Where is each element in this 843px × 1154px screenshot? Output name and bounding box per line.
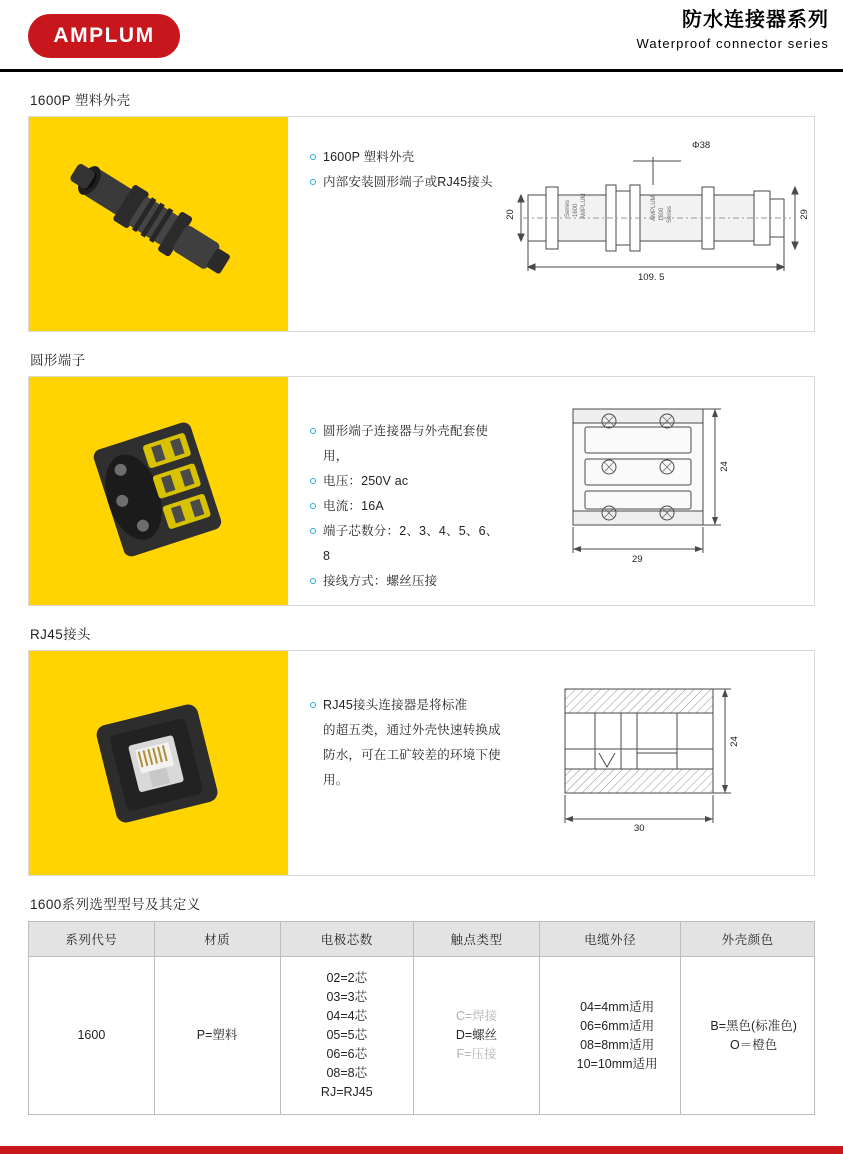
panel-body-1600p — [288, 117, 833, 331]
page-header — [0, 0, 843, 72]
svg-text:Series: Series — [667, 205, 673, 223]
cell-material: P=塑料 — [154, 957, 280, 1115]
cell-line: 08=8芯 — [326, 1066, 368, 1080]
list-item: 端子芯数分：2、3、4、5、6、8 — [310, 519, 503, 569]
product-photo-round-terminal — [29, 377, 288, 605]
svg-text:Series: Series — [565, 199, 571, 217]
dimension-left-height: 20 — [504, 209, 516, 220]
section-title-round-terminal: 圆形端子 — [30, 353, 86, 368]
column-header-contact: 触点类型 — [414, 922, 540, 957]
column-header-cores: 电极芯数 — [280, 922, 414, 957]
cell-line: 06=6芯 — [326, 1047, 368, 1061]
column-header-cable: 电缆外径 — [539, 922, 680, 957]
dimension-width: 29 — [632, 554, 643, 565]
column-header-material: 材质 — [154, 922, 280, 957]
panel-1600p — [28, 116, 815, 332]
technical-drawing-1600p — [503, 117, 833, 331]
rj45-photo-illustration — [29, 651, 288, 875]
list-item: 电压：250V ac — [310, 469, 503, 494]
list-item: 圆形端子连接器与外壳配套使用， — [310, 419, 503, 469]
cell-line: 08=8mm适用 — [580, 1037, 655, 1052]
table-row — [29, 957, 815, 1115]
brand-logo-text: AMPLUM — [53, 24, 155, 47]
product-photo-rj45 — [29, 651, 288, 875]
drawing-svg-round-terminal — [503, 377, 833, 605]
dimension-right-height: 29 — [798, 209, 810, 220]
list-item: 防水，可在工矿较差的环境下使用。 — [323, 748, 501, 787]
bullet-list-rj45 — [288, 651, 503, 875]
list-item: 1600P 塑料外壳 — [310, 145, 503, 170]
dimension-diameter: Φ38 — [692, 140, 711, 151]
list-item: RJ45接头连接器是将标准 — [310, 693, 503, 718]
bullet-list-round-terminal — [288, 377, 503, 605]
cell-contact — [414, 957, 540, 1115]
dimension-length: 109. 5 — [638, 272, 665, 283]
round-terminal-photo-illustration — [29, 377, 288, 605]
cell-color — [681, 957, 815, 1115]
page-title-cn: 防水连接器系列 — [682, 9, 829, 31]
cell-line: 02=2芯 — [326, 971, 368, 985]
dimension-height: 24 — [728, 736, 740, 747]
page-title-en: Waterproof connector series — [636, 36, 829, 51]
section-1600p — [28, 89, 815, 332]
cell-line: F=压接 — [456, 1047, 497, 1061]
svg-text:1600: 1600 — [659, 207, 665, 221]
cell-line: RJ=RJ45 — [320, 1085, 373, 1099]
model-table-title: 1600系列选型型号及其定义 — [30, 897, 201, 912]
dimension-height: 24 — [718, 461, 730, 472]
section-rj45 — [28, 623, 815, 876]
cell-line: 04=4芯 — [326, 1009, 368, 1023]
technical-drawing-rj45 — [503, 651, 833, 875]
technical-drawing-round-terminal — [503, 377, 833, 605]
drawing-svg-rj45 — [503, 651, 833, 875]
cell-line: B=黑色(标准色) — [710, 1018, 797, 1033]
cell-line: 06=6mm适用 — [580, 1018, 655, 1033]
cell-series: 1600 — [29, 957, 155, 1115]
svg-text:AMPLUM: AMPLUM — [581, 193, 587, 219]
cell-line: 10=10mm适用 — [576, 1056, 658, 1071]
list-item: 内部安装圆形端子或RJ45接头 — [310, 170, 503, 195]
drawing-svg-1600p — [503, 117, 833, 331]
connector-photo-illustration — [29, 117, 288, 331]
brand-logo — [28, 14, 180, 58]
panel-body-round-terminal — [288, 377, 833, 605]
cell-line: 03=3芯 — [326, 990, 368, 1004]
column-header-series: 系列代号 — [29, 922, 155, 957]
table-header-row — [29, 922, 815, 957]
cell-cable — [539, 957, 680, 1115]
list-item: 的超五类，通过外壳快速转换成 — [323, 723, 501, 737]
svg-text:1600: 1600 — [573, 203, 579, 217]
column-header-color: 外壳颜色 — [681, 922, 815, 957]
model-definition-table — [28, 921, 815, 1115]
cell-line: 05=5芯 — [326, 1028, 368, 1042]
dimension-width: 30 — [634, 823, 645, 834]
list-item: 电流：16A — [310, 494, 503, 519]
product-photo-1600p — [29, 117, 288, 331]
cell-line: O＝橙色 — [730, 1037, 778, 1052]
svg-text:AMPLUM: AMPLUM — [651, 195, 657, 221]
footer-bar — [0, 1146, 843, 1154]
cell-line: D=螺丝 — [455, 1028, 498, 1042]
section-title-1600p: 1600P 塑料外壳 — [30, 93, 131, 108]
list-item: 接线方式：螺丝压接 — [310, 569, 503, 594]
section-round-terminal — [28, 349, 815, 606]
section-model-table — [28, 893, 815, 1115]
bullet-list-1600p — [288, 117, 503, 331]
header-title-group — [636, 6, 829, 54]
panel-rj45 — [28, 650, 815, 876]
cell-cores — [280, 957, 414, 1115]
panel-round-terminal — [28, 376, 815, 606]
cell-line: 04=4mm适用 — [580, 999, 655, 1014]
panel-body-rj45 — [288, 651, 833, 875]
cell-line: C=焊接 — [455, 1009, 498, 1023]
section-title-rj45: RJ45接头 — [30, 627, 91, 642]
